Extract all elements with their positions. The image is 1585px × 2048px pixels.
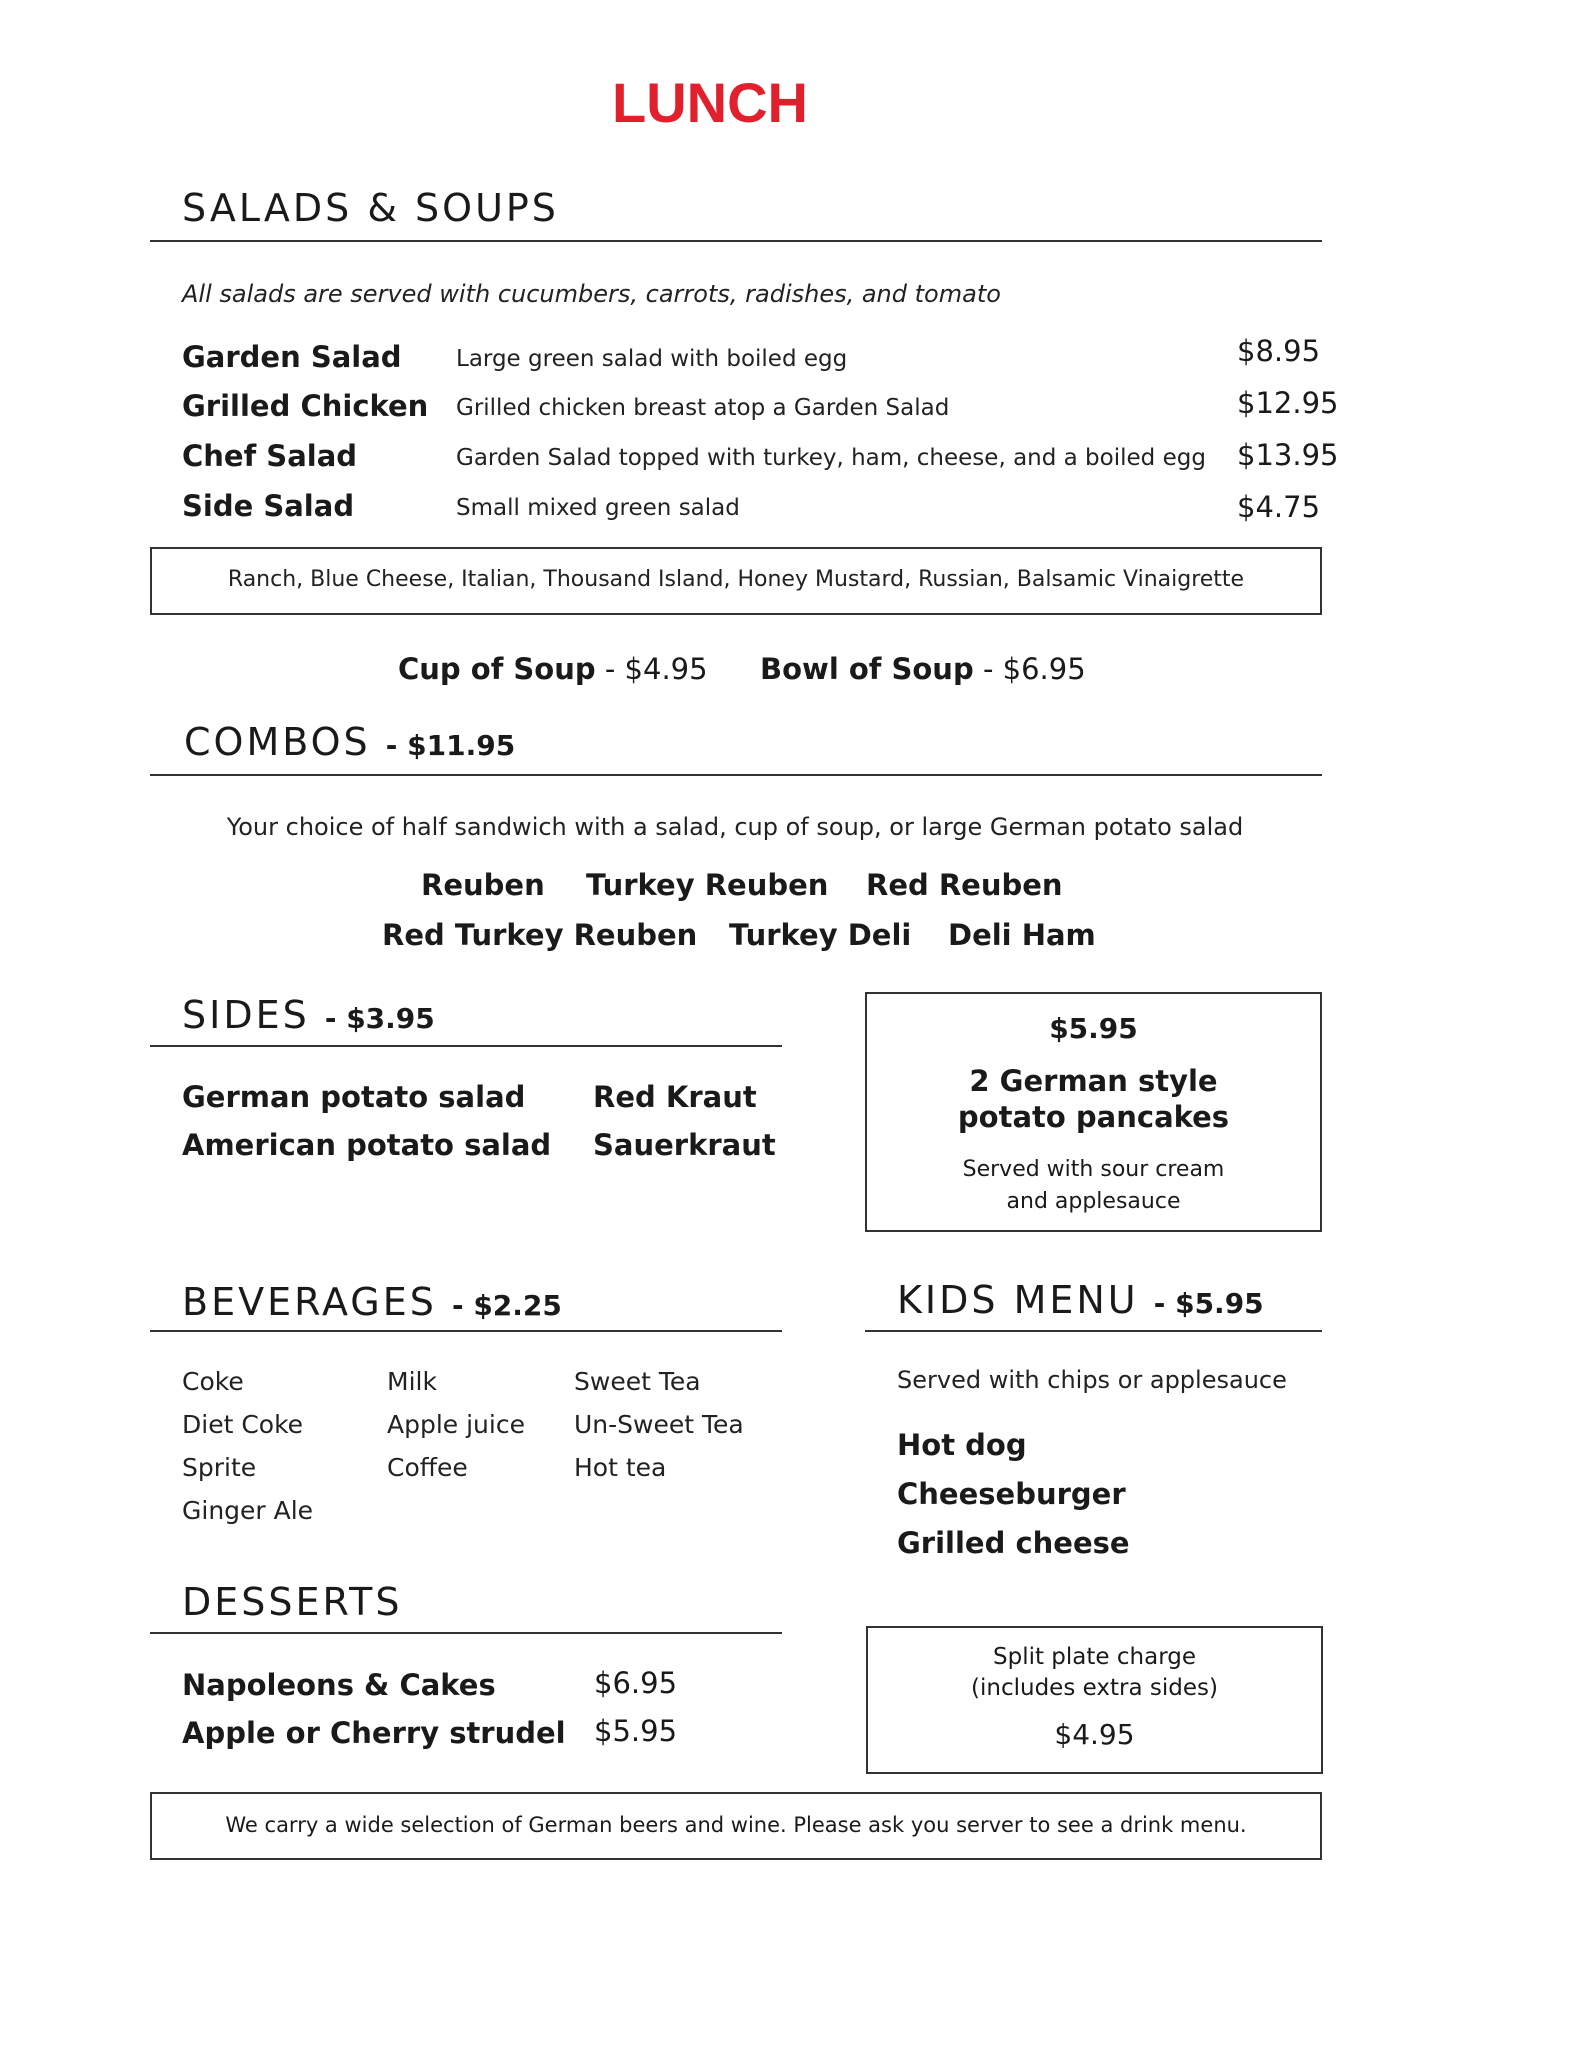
salad-name: Grilled Chicken [182,389,429,423]
kids-item: Cheeseburger [897,1477,1126,1511]
kids-note: Served with chips or applesauce [897,1366,1287,1394]
cup-label: Cup of Soup [398,652,596,686]
side-item: Red Kraut [593,1080,757,1114]
salads-heading: SALADS & SOUPS [182,186,559,230]
kids-item: Hot dog [897,1428,1027,1462]
dressings-list: Ranch, Blue Cheese, Italian, Thousand Island, Honey Mustard, Russian, Balsamic Vinaigrette [227,567,1245,592]
kids-price: - $5.95 [1153,1287,1264,1320]
pancakes-name-line1: 2 German style [969,1064,1218,1098]
beverage-item: Coke [182,1367,244,1396]
footer-box [150,1792,1322,1860]
combos-note: Your choice of half sandwich with a salad, cup of soup, or large German potato salad [226,813,1244,841]
sides-heading: SIDES [182,993,310,1037]
pancakes-name-line2: potato pancakes [957,1100,1230,1134]
beverage-item: Sprite [182,1453,257,1482]
beverages-divider [150,1330,782,1332]
salad-desc: Large green salad with boiled egg [456,346,848,372]
beverage-item: Coffee [387,1453,468,1482]
beverages-heading-row [182,1280,562,1324]
kids-heading-row [897,1278,1264,1322]
beverage-item: Hot tea [574,1453,667,1482]
combo-item: Deli Ham [948,918,1096,952]
salad-price: $8.95 [1237,334,1321,368]
side-item: Sauerkraut [593,1128,776,1162]
desserts-heading: DESSERTS [182,1580,403,1624]
combo-item: Red Reuben [866,868,1063,902]
dessert-price: $6.95 [594,1666,678,1700]
kids-heading: KIDS MENU [897,1278,1139,1322]
beverage-item: Apple juice [387,1410,525,1439]
beverages-price: - $2.25 [451,1289,562,1322]
sides-price: - $3.95 [324,1002,435,1035]
beverage-item: Ginger Ale [182,1496,314,1525]
combo-item: Reuben [421,868,545,902]
cup-price: - $4.95 [604,652,708,686]
salad-desc: Garden Salad topped with turkey, ham, cheese, and a boiled egg [456,445,1206,471]
combos-divider [150,774,1322,776]
beverage-item: Diet Coke [182,1410,304,1439]
salad-name: Garden Salad [182,340,402,374]
cup-of-soup [398,652,708,686]
side-item: American potato salad [182,1128,552,1162]
dessert-name: Apple or Cherry strudel [182,1716,566,1750]
pancakes-box [865,992,1322,1232]
side-item: German potato salad [182,1080,526,1114]
beverage-item: Milk [387,1367,437,1396]
split-line2: (includes extra sides) [971,1675,1218,1701]
combo-item: Red Turkey Reuben [382,918,698,952]
bowl-label: Bowl of Soup [760,652,974,686]
desserts-divider [150,1632,782,1634]
salad-price: $13.95 [1237,438,1339,472]
salad-price: $12.95 [1237,386,1339,420]
salads-divider [150,240,1322,242]
salads-note: All salads are served with cucumbers, carrots, radishes, and tomato [182,280,1001,308]
salad-name: Chef Salad [182,439,358,473]
beverage-item: Sweet Tea [574,1367,701,1396]
split-price: $4.95 [1054,1718,1135,1751]
bowl-price: - $6.95 [982,652,1086,686]
sides-divider [150,1045,782,1047]
beverage-item: Un-Sweet Tea [574,1410,744,1439]
footer-note: We carry a wide selection of German beers and wine. Please ask you server to see a drink menu. [225,1813,1247,1837]
combo-item: Turkey Deli [729,918,912,952]
split-line1: Split plate charge [993,1644,1196,1670]
kids-item: Grilled cheese [897,1526,1130,1560]
combos-heading-row [184,720,515,764]
combos-price: - $11.95 [385,729,516,762]
kids-divider [865,1330,1322,1332]
pancakes-price: $5.95 [1049,1012,1138,1045]
sides-heading-row [182,993,435,1037]
split-plate-box [866,1626,1323,1774]
pancakes-desc-line2: and applesauce [1006,1189,1181,1214]
salad-desc: Grilled chicken breast atop a Garden Salad [456,395,950,421]
salad-desc: Small mixed green salad [456,495,740,521]
combo-item: Turkey Reuben [586,868,829,902]
page-title: LUNCH [612,71,808,134]
combos-heading: COMBOS [184,720,371,764]
bowl-of-soup [760,652,1086,686]
pancakes-desc-line1: Served with sour cream [962,1157,1225,1182]
salad-name: Side Salad [182,489,355,523]
beverages-heading: BEVERAGES [182,1280,437,1324]
dessert-price: $5.95 [594,1714,678,1748]
dessert-name: Napoleons & Cakes [182,1668,496,1702]
dressings-box [150,547,1322,615]
salad-price: $4.75 [1237,490,1321,524]
